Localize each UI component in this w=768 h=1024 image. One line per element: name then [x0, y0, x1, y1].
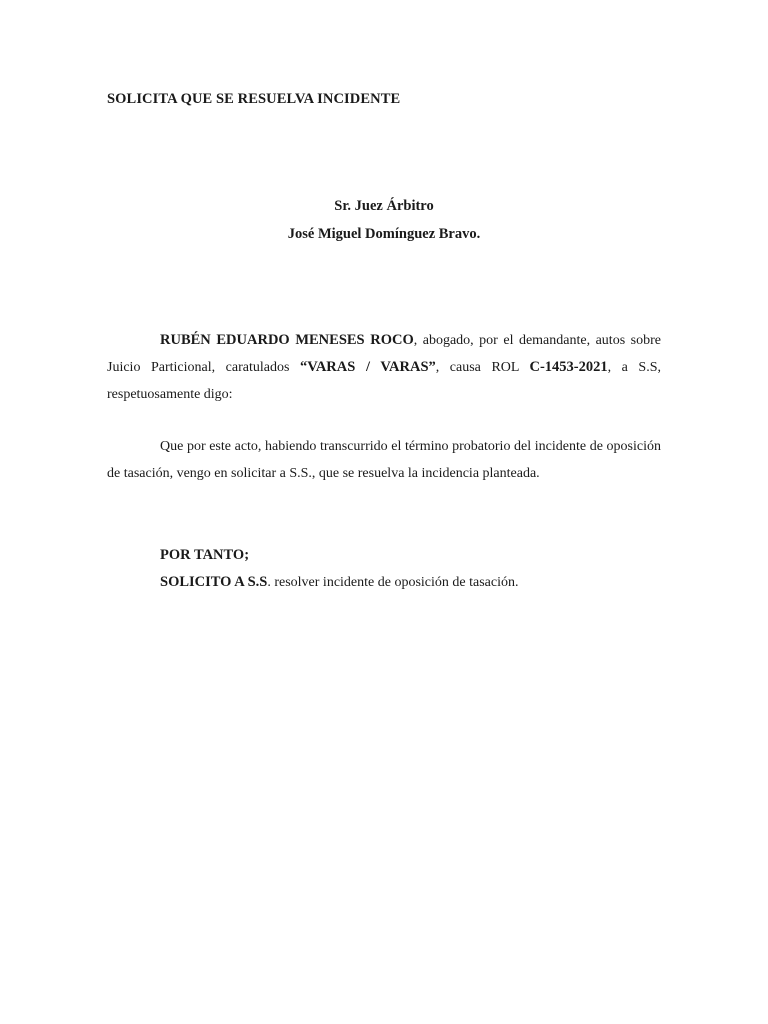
- por-tanto-label: [160, 542, 249, 569]
- case-title: “VARAS / VARAS”: [299, 359, 436, 375]
- paragraph-introduction-text-b: , causa ROL: [435, 360, 530, 375]
- solicito-line: [160, 569, 518, 596]
- por-tanto-text: POR TANTO;: [160, 547, 250, 563]
- document-heading: SOLICITA QUE SE RESUELVA INCIDENTE: [107, 91, 401, 107]
- addressee-title: Sr. Juez Árbitro: [334, 198, 434, 214]
- solicito-text: . resolver incidente de oposición de tasación.: [267, 575, 519, 590]
- paragraph-introduction: [107, 327, 661, 408]
- case-rol: C-1453-2021: [529, 359, 608, 375]
- lawyer-name: RUBÉN EDUARDO MENESES ROCO: [160, 332, 414, 348]
- paragraph-request: Que por este acto, habiendo transcurrido el término probatorio del incidente de oposición de tasación, vengo en solicitar a S.S., que se resuelva la incidencia planteada.: [107, 439, 661, 481]
- addressee-name: José Miguel Domínguez Bravo.: [287, 226, 481, 242]
- paragraph-introduction-text-a: , abogado, por el demandante, autos sobre Juicio Particional, caratulados: [107, 333, 661, 375]
- paragraph-introduction-text-c: , a S.S, respetuosamente digo:: [107, 360, 662, 402]
- solicito-label: SOLICITO A S.S: [160, 574, 268, 590]
